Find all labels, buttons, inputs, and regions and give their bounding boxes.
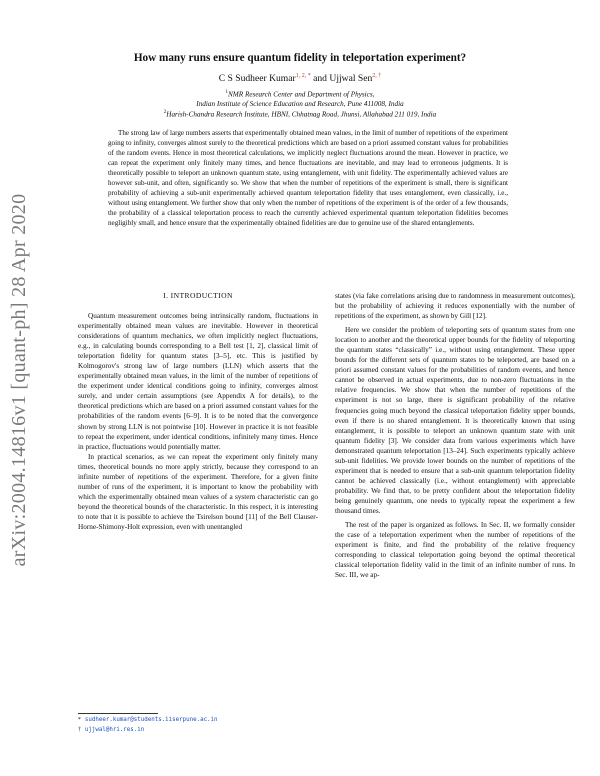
affil-line: NMR Research Center and Department of Physics, <box>228 90 375 99</box>
author-name: Ujjwal Sen <box>329 73 373 85</box>
footnote-rule <box>78 713 158 714</box>
email-link[interactable]: sudheer.kumar@students.iiserpune.ac.in <box>84 717 218 723</box>
author-affil-marks: 2, † <box>372 73 382 79</box>
affil-line: Harish-Chandra Research Institute, HBNI, Chhatnag Road, Jhunsi, Allahabad 211 019, India <box>166 110 437 119</box>
affil-mark: 2 <box>163 110 167 115</box>
paragraph: The rest of the paper is organized as follows. In Sec. II, we formally consider the case of a teleportation experiment when the number of repetitions of the experiment is finite, and find the probability of the relative frequency corresponding to classical teleportation going beyond the optimal theoretical classical teleportation fidelity valid in the limit of an infinite number of runs. In Sec. III, we ap- <box>335 521 575 580</box>
left-column <box>78 311 318 532</box>
arxiv-identifier: arXiv:2004.14816v1 [quant-ph] 28 Apr 2020 <box>8 193 30 567</box>
email-link[interactable]: ujjwal@hri.res.in <box>84 727 145 733</box>
affiliation-1 <box>0 88 600 110</box>
author-conjunction: and <box>313 73 327 85</box>
paper-title: How many runs ensure quantum fidelity in teleportation experiment? <box>133 52 467 64</box>
footnote-mark: * <box>78 717 81 723</box>
author-affil-marks: 1, 2, * <box>295 73 311 79</box>
paragraph: In practical scenarios, as we can repeat the experiment only finitely many times, theoretical bounds no more apply strictly, because they correspond to an infinite number of repetitions of the experiment. Therefore, for a given finite number of runs of the experiment, it is important to know the probability with which the experimentally obtained mean values of a system characteristic can go beyond the theoretical bounds of the characteristic. In this respect, it is interesting to note that it is possible to achieve the Tsirelson bound [11] of the Bell Clauser-Horne-Shimony-Holt expression, even with unentangled <box>78 452 318 531</box>
paragraph: Quantum measurement outcomes being intrinsically random, fluctuations in experimentally obtained mean values are inevitable. However in theoretical considerations of quantum mechanics, we often implicitly neglect fluctuations, e.g., in calculating bounds corresponding to a Bell test [1, 2], classical limit of teleportation fidelity for quantum states [3–5], etc. This is justified by Kolmogorov's strong law of large numbers (LLN) which asserts that the experimentally obtained mean values, in the limit of the number of repetitions of the experiment under identical conditions going to infinity, converges almost surely, and under certain assumptions (see Appendix A for details), to the theoretical predictions which are based on a priori assumed constant values for the probabilities of the random events [6–9]. It is to be noted that the convergence shown by strong LLN is not pointwise [10]. However in practice it is not feasible to repeat the experiment, under identical conditions, infinitely many times. Hence in practice, fluctuations would potentially matter. <box>78 312 318 451</box>
paragraph: Here we consider the problem of teleporting sets of quantum states from one location to another and the theoretical upper bounds for the fidelity of teleporting the quantum states “classically” i.e., without using entanglement. These upper bounds for the different sets of quantum states to be teleported, are based on a priori assumed constant values for the probabilities of random events, and hence cannot be observed in actual experiments, due to non-zero fluctuations in the relative frequencies. We show that when the number of repetitions of the experiment is not so large, there is significant probability of the relative frequencies going much beyond the classical teleportation fidelity upper bounds, even if there is no shared entanglement. It is theoretically known that using entanglement, it is possible to teleport an unknown quantum state with unit quantum fidelity [3]. We consider data from various experiments which have demonstrated quantum teleportation [13–24]. Such experiments typically achieve sub-unit fidelities. We provide lower bounds on the number of repetitions of the experiment that is needed to ensure that a sub-unit quantum teleportation fidelity cannot be achieved classically (i.e., without entanglement) with appreciable probability. We find that, to be pretty confident about the teleportation fidelity being genuinely quantum, one needs to typically repeat the experiment a few thousand times. <box>335 326 575 515</box>
footnote-email-1 <box>78 717 218 723</box>
author-list <box>0 73 600 84</box>
paragraph: states (via fake correlations arising due to randomness in measurement outcomes), but the probability of achieving it reduces exponentially with the number of repetitions of the experiment, as shown by Gill [12]. <box>335 292 575 321</box>
section-heading-introduction: I. INTRODUCTION <box>163 291 233 300</box>
abstract: The strong law of large numbers asserts that experimentally obtained mean values, in the limit of number of repetitions of the experiment going to infinity, converges almost surely to the theoretical predictions which are based on a priori assumed constant values for probabilities of the random events. Hence in most theoretical calculations, we implicitly neglect fluctuations around the mean. However in practice, we can repeat the experiment only finitely many times, and hence fluctuations are inevitable, and may lead to erroneous judgments. It is theoretically possible to teleport an unknown quantum state, using entanglement, with unit fidelity. The experimentally achieved values are however sub-unit, and often, significantly so. We show that when the number of repetitions of the experiment is small, there is significant probability of achieving a sub-unit experimentally achieved quantum teleportation fidelity that uses entanglement, even classically, i.e., without using entanglement. We further show that only when the number of repetitions of the experiment is of the order of a few thousands, the probability of a classical teleportation process to reach the currently achieved experimental quantum teleportation fidelities becomes negligibly small, and hence ensure that the experimentally obtained fidelities are due to genuine use of the shared entanglements. <box>108 129 508 228</box>
affil-mark: 1 <box>225 90 229 95</box>
right-column <box>335 291 575 580</box>
footnote-mark: † <box>78 727 81 733</box>
footnote-email-2 <box>78 727 144 733</box>
affil-line: Indian Institute of Science Education and Research, Pune 411008, India <box>196 99 404 108</box>
affiliation-2 <box>0 108 600 120</box>
author-name: C S Sudheer Kumar <box>218 73 296 85</box>
